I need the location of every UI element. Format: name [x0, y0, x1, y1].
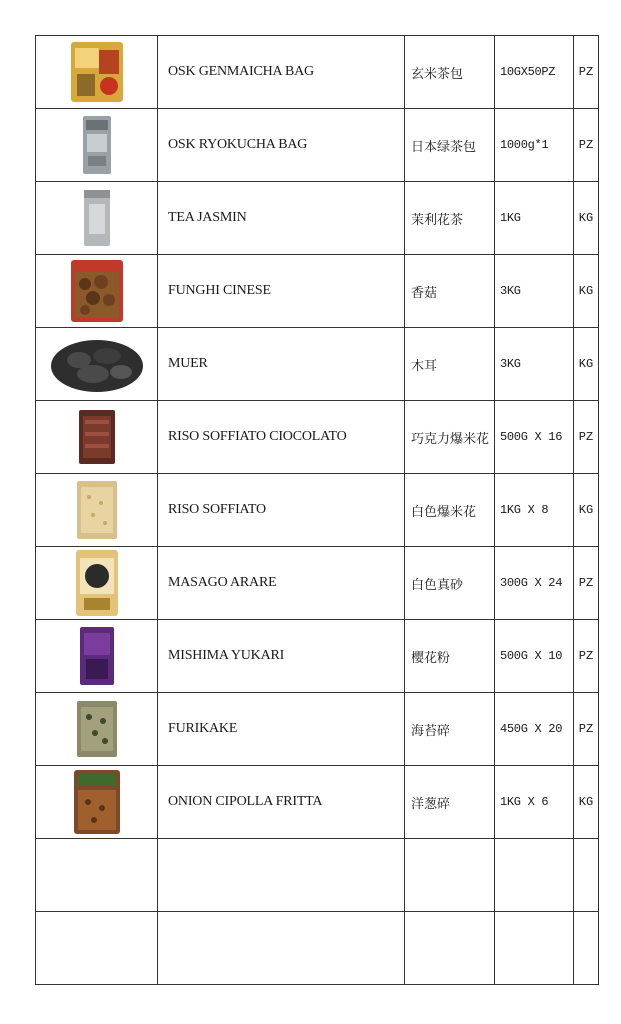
- furikake-bag-icon: [75, 699, 119, 759]
- table-row: [36, 693, 599, 766]
- table-row: [36, 620, 599, 693]
- product-quantity: 1000g*1: [495, 109, 574, 182]
- table-row: [36, 109, 599, 182]
- product-unit: KG: [574, 766, 599, 839]
- product-image-cell: [36, 109, 158, 182]
- product-unit: [574, 839, 599, 912]
- table-row: [36, 36, 599, 109]
- product-quantity: 1KG X 8: [495, 474, 574, 547]
- product-quantity: 500G X 16: [495, 401, 574, 474]
- product-quantity: 1KG X 6: [495, 766, 574, 839]
- product-name: FURIKAKE: [158, 693, 405, 766]
- product-name: OSK GENMAICHA BAG: [158, 36, 405, 109]
- product-name: [158, 912, 405, 985]
- product-image-cell: [36, 401, 158, 474]
- product-chinese-name: 樱花粉: [405, 620, 495, 693]
- product-image-cell: [36, 839, 158, 912]
- product-quantity: [495, 912, 574, 985]
- product-unit: PZ: [574, 620, 599, 693]
- table-row: [36, 839, 599, 912]
- product-sheet: [35, 35, 598, 992]
- table-row: [36, 255, 599, 328]
- product-name: MISHIMA YUKARI: [158, 620, 405, 693]
- yukari-purple-bag-icon: [78, 625, 116, 687]
- chocolate-puffed-rice-bag-icon: [77, 408, 117, 466]
- product-quantity: 10GX50PZ: [495, 36, 574, 109]
- product-image-cell: [36, 36, 158, 109]
- product-image-cell: [36, 912, 158, 985]
- tea-package-yellow-icon: [69, 40, 125, 104]
- product-chinese-name: 木耳: [405, 328, 495, 401]
- product-chinese-name: 海苔碎: [405, 693, 495, 766]
- product-image-cell: [36, 474, 158, 547]
- product-chinese-name: 白色真砂: [405, 547, 495, 620]
- product-unit: PZ: [574, 36, 599, 109]
- silver-foil-bag-icon: [81, 188, 113, 248]
- product-table: [35, 35, 599, 985]
- product-name: TEA JASMIN: [158, 182, 405, 255]
- product-unit: [574, 912, 599, 985]
- product-image-cell: [36, 255, 158, 328]
- product-chinese-name: [405, 839, 495, 912]
- product-image-cell: [36, 182, 158, 255]
- foil-bag-icon: [80, 114, 114, 176]
- product-name: ONION CIPOLLA FRITTA: [158, 766, 405, 839]
- black-fungus-pile-icon: [49, 334, 145, 394]
- product-chinese-name: 日本绿茶包: [405, 109, 495, 182]
- product-quantity: 3KG: [495, 255, 574, 328]
- product-chinese-name: 白色爆米花: [405, 474, 495, 547]
- product-name: RISO SOFFIATO: [158, 474, 405, 547]
- product-name: MUER: [158, 328, 405, 401]
- product-name: MASAGO ARARE: [158, 547, 405, 620]
- product-unit: PZ: [574, 401, 599, 474]
- product-image-cell: [36, 547, 158, 620]
- puffed-rice-bag-icon: [75, 479, 119, 541]
- product-chinese-name: 洋葱碎: [405, 766, 495, 839]
- product-name: FUNGHI CINESE: [158, 255, 405, 328]
- product-quantity: 1KG: [495, 182, 574, 255]
- product-chinese-name: [405, 912, 495, 985]
- product-image-cell: [36, 328, 158, 401]
- table-row: [36, 474, 599, 547]
- product-name: OSK RYOKUCHA BAG: [158, 109, 405, 182]
- table-row: [36, 328, 599, 401]
- table-row: [36, 547, 599, 620]
- product-quantity: 300G X 24: [495, 547, 574, 620]
- product-chinese-name: 玄米茶包: [405, 36, 495, 109]
- product-quantity: 3KG: [495, 328, 574, 401]
- product-image-cell: [36, 620, 158, 693]
- product-name: [158, 839, 405, 912]
- product-chinese-name: 茉利花茶: [405, 182, 495, 255]
- product-quantity: 450G X 20: [495, 693, 574, 766]
- product-quantity: 500G X 10: [495, 620, 574, 693]
- table-row: [36, 401, 599, 474]
- product-unit: PZ: [574, 109, 599, 182]
- product-image-cell: [36, 766, 158, 839]
- product-unit: KG: [574, 182, 599, 255]
- product-unit: PZ: [574, 547, 599, 620]
- table-row: [36, 766, 599, 839]
- product-chinese-name: 巧克力爆米花: [405, 401, 495, 474]
- product-unit: KG: [574, 255, 599, 328]
- product-unit: KG: [574, 328, 599, 401]
- table-row: [36, 912, 599, 985]
- mushroom-bag-icon: [69, 258, 125, 324]
- fried-onion-bag-icon: [72, 768, 122, 836]
- product-unit: PZ: [574, 693, 599, 766]
- product-quantity: [495, 839, 574, 912]
- masago-arare-bag-icon: [74, 548, 120, 618]
- table-row: [36, 182, 599, 255]
- product-unit: KG: [574, 474, 599, 547]
- product-name: RISO SOFFIATO CIOCOLATO: [158, 401, 405, 474]
- product-chinese-name: 香菇: [405, 255, 495, 328]
- product-image-cell: [36, 693, 158, 766]
